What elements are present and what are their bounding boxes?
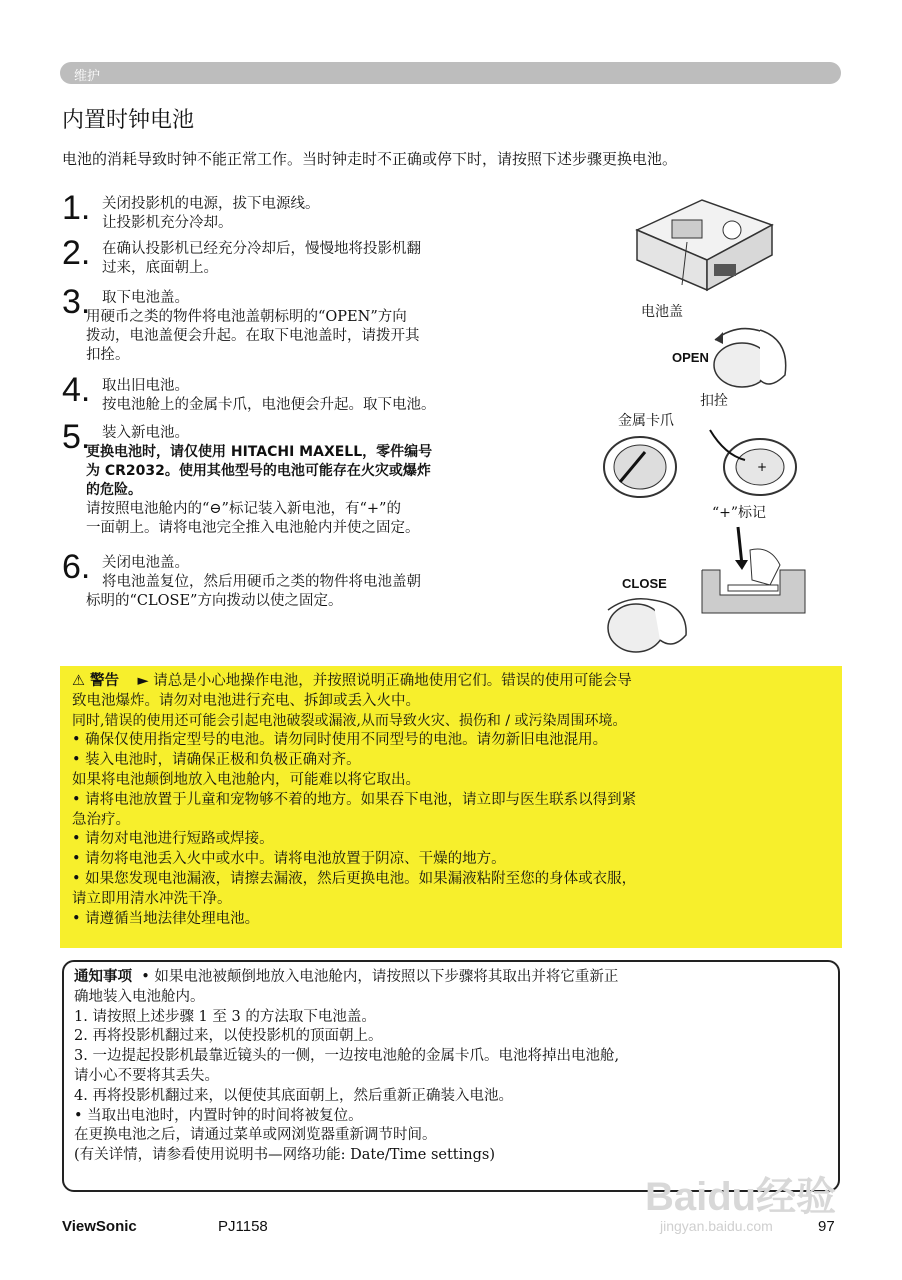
- step-line: 关闭电池盖。: [102, 555, 189, 571]
- step-line: 过来，底面朝上。: [102, 260, 218, 276]
- latch-label: 扣拴: [700, 393, 728, 409]
- footer-model: PJ1158: [218, 1218, 268, 1235]
- step-line: 取出旧电池。: [102, 378, 189, 394]
- step-number: 1.: [62, 189, 91, 227]
- footer-brand: ViewSonic: [62, 1218, 137, 1235]
- warning-line: • 请遵循当地法律处理电池。: [72, 910, 260, 927]
- page-title: 内置时钟电池: [62, 108, 195, 133]
- step-line: 拨动，电池盖便会升起。在取下电池盖时，请拨开其: [86, 328, 420, 344]
- step-line: 关闭投影机的电源，拔下电源线。: [102, 196, 320, 212]
- step-number: 3.: [62, 283, 91, 321]
- step-line: 请按照电池舱内的“⊖”标记装入新电池，有“+”的: [86, 501, 401, 517]
- plus-mark-illustration: [705, 425, 800, 500]
- warning-line: ► 请总是小心地操作电池，并按照说明正确地使用它们。错误的使用可能会导: [137, 673, 632, 689]
- step-line: 让投影机充分冷却。: [102, 215, 233, 231]
- baidu-watermark-logo: Baidu经验: [645, 1175, 837, 1219]
- step-1: [62, 189, 532, 233]
- step-warning-line: 更换电池时，请仅使用 HITACHI MAXELL，零件编号: [86, 444, 433, 460]
- notice-line: 1. 请按照上述步骤 1 至 3 的方法取下电池盖。: [74, 1008, 376, 1025]
- step-line: 用硬币之类的物件将电池盖朝标明的“OPEN”方向: [86, 309, 407, 325]
- baidu-watermark-url: jingyan.baidu.com: [660, 1218, 773, 1234]
- battery-cover-label: 电池盖: [641, 304, 683, 320]
- step-line: 一面朝上。请将电池完全推入电池舱内并使之固定。: [86, 520, 420, 536]
- metal-claw-label: 金属卡爪: [618, 413, 674, 429]
- warning-line: • 请将电池放置于儿童和宠物够不着的地方。如果吞下电池，请立即与医生联系以得到紧: [72, 791, 637, 808]
- step-3: [62, 283, 532, 365]
- step-line: 取下电池盖。: [102, 290, 189, 306]
- warning-line: 急治疗。: [72, 811, 130, 828]
- step-line: 扣拴。: [86, 347, 130, 363]
- step-number: 6.: [62, 548, 91, 586]
- warning-box: [60, 666, 842, 948]
- warning-line: 同时,错误的使用还可能会引起电池破裂或漏液,从而导致火灾、损伤和 / 或污染周围环境。: [72, 712, 627, 729]
- section-label: 维护: [74, 69, 101, 84]
- open-label: OPEN: [672, 350, 709, 365]
- warning-line: 请立即用清水冲洗干净。: [72, 890, 232, 907]
- step-warning-line: 的危险。: [86, 482, 142, 498]
- notice-line: 在更换电池之后，请通过菜单或网浏览器重新调节时间。: [74, 1127, 437, 1144]
- notice-line: 请小心不要将其丢失。: [74, 1067, 219, 1084]
- warning-line: 致电池爆炸。请勿对电池进行充电、拆卸或丢入火中。: [72, 692, 420, 709]
- close-label: CLOSE: [622, 576, 667, 591]
- step-2: [62, 234, 532, 278]
- step-4: [62, 371, 532, 415]
- step-5: [62, 418, 532, 538]
- warning-line: • 装入电池时，请确保正极和负极正确对齐。: [72, 752, 361, 769]
- step-number: 4.: [62, 371, 91, 409]
- warning-line: • 请勿将电池丢入火中或水中。请将电池放置于阴凉、干燥的地方。: [72, 851, 506, 868]
- metal-claw-illustration: [600, 432, 680, 502]
- insert-battery-illustration: [700, 525, 810, 615]
- notice-line: • 当取出电池时，内置时钟的时间将被复位。: [74, 1107, 363, 1124]
- step-line: 将电池盖复位，然后用硬币之类的物件将电池盖朝: [102, 574, 421, 590]
- notice-line: 3. 一边提起投影机最靠近镜头的一侧，一边按电池舱的金属卡爪。电池将掉出电池舱,: [74, 1048, 620, 1065]
- notice-line: • 如果电池被颠倒地放入电池舱内，请按照以下步骤将其取出并将它重新正: [141, 969, 619, 985]
- notice-line: 4. 再将投影机翻过来，以便使其底面朝上，然后重新正确装入电池。: [74, 1087, 513, 1104]
- step-line: 在确认投影机已经充分冷却后，慢慢地将投影机翻: [102, 241, 421, 257]
- svg-text:+: +: [757, 460, 768, 474]
- warning-line: • 请勿对电池进行短路或焊接。: [72, 831, 274, 848]
- step-number: 2.: [62, 234, 91, 272]
- step-line: 标明的“CLOSE”方向拨动以使之固定。: [86, 593, 343, 609]
- warning-line: • 确保仅使用指定型号的电池。请勿同时使用不同型号的电池。请勿新旧电池混用。: [72, 732, 608, 749]
- close-cover-illustration: [598, 590, 698, 660]
- notice-title: 通知事项: [74, 969, 132, 985]
- step-warning-line: 为 CR2032。使用其他型号的电池可能存在火灾或爆炸: [86, 463, 431, 479]
- page-number: 97: [818, 1218, 835, 1235]
- notice-line: 2. 再将投影机翻过来，以使投影机的顶面朝上。: [74, 1028, 383, 1045]
- step-line: 装入新电池。: [102, 425, 189, 441]
- warning-title: ⚠ 警告: [72, 673, 120, 689]
- step-6: [62, 548, 532, 611]
- section-header-bar: [60, 62, 841, 84]
- notice-line: 确地装入电池舱内。: [74, 988, 205, 1005]
- plus-mark-label: “+”标记: [712, 505, 767, 521]
- warning-line: 如果将电池颠倒地放入电池舱内，可能难以将它取出。: [72, 771, 420, 788]
- notice-line: (有关详情，请参看使用说明书—网络功能: Date/Time settings): [74, 1147, 495, 1164]
- step-line: 按电池舱上的金属卡爪，电池便会升起。取下电池。: [102, 397, 436, 413]
- notice-box: [62, 960, 840, 1192]
- warning-line: • 如果您发现电池漏液，请擦去漏液，然后更换电池。如果漏液粘附至您的身体或衣服，: [72, 870, 637, 887]
- step-number: 5.: [62, 418, 91, 456]
- intro-text: 电池的消耗导致时钟不能正常工作。当时钟走时不正确或停下时，请按照下述步骤更换电池。: [62, 150, 678, 168]
- projector-bottom-illustration: [632, 190, 777, 300]
